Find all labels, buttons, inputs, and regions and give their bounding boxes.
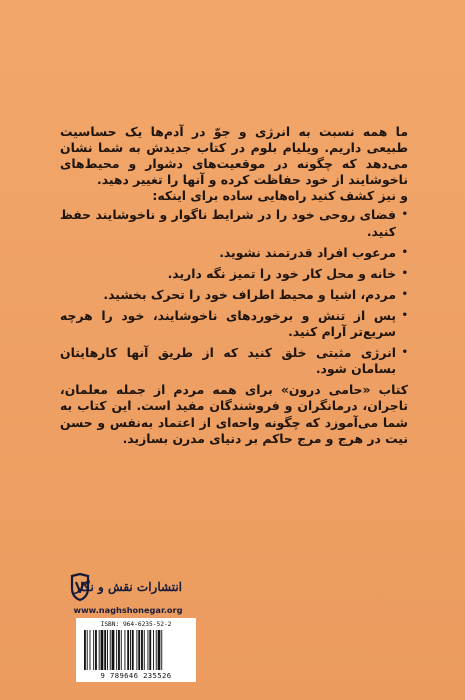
barcode-digits: 9 789646 235526 bbox=[100, 671, 172, 680]
publisher-website: www.naghshonegar.org bbox=[73, 605, 183, 615]
intro-paragraph: ما همه نسبت به انرژی و جوّ در آدم‌ها یک حساسیت طبیعی داریم. ویلیام بلوم در کتاب جدیدش به شما نشان می‌دهد که چگونه در موقعیت‌های دشوار و محیط‌های ناخوشایند از خود حفاظت کرده و آنها را تغییر دهید. bbox=[60, 124, 408, 188]
list-item: • مردم، اشیا و محیط اطراف خود را تحرک بخشید. bbox=[103, 286, 408, 302]
closing-paragraph: کتاب «حامی درون» برای همه مردم از جمله معلمان، تاجران، درمانگران و فروشندگان مفید است. این کتاب به شما می‌آموزد که چگونه واحه‌ای از اعتماد به‌نفس و حسن نیت در هرج و مرج حاکم بر دنیای مدرن بسازید. bbox=[60, 382, 408, 446]
list-lead: و نیز کشف کنید راه‌هایی ساده برای اینکه: bbox=[152, 188, 408, 204]
barcode bbox=[76, 618, 196, 682]
isbn-label: ISBN: 964-6235-52-2 bbox=[100, 621, 172, 628]
list-item: • مرعوب افراد قدرتمند نشوید. bbox=[219, 244, 408, 260]
bullet-icon: • bbox=[401, 288, 408, 300]
list-item: • پس از تنش و برخوردهای ناخوشایند، خود را هرچه سریع‌تر آرام کنید. bbox=[60, 307, 408, 340]
publisher-logo bbox=[68, 572, 186, 602]
barcode-bars bbox=[84, 630, 188, 670]
bullet-icon: • bbox=[401, 209, 408, 221]
list-item: • خانه و محل کار خود را تمیز نگه دارید. bbox=[167, 265, 408, 281]
bullet-icon: • bbox=[401, 309, 408, 321]
bullet-icon: • bbox=[401, 347, 408, 359]
benefits-list bbox=[60, 207, 408, 377]
list-item: • فضای روحی خود را در شرایط ناگوار و ناخوشایند حفظ کنید. bbox=[60, 207, 408, 239]
publisher-name: انتشارات نقش و نگار bbox=[74, 580, 182, 594]
blurb-text bbox=[60, 124, 408, 447]
list-item: • انرژی مثبتی خلق کنید که از طریق آنها کارهایتان بسامان شود. bbox=[60, 345, 408, 377]
bullet-icon: • bbox=[401, 267, 408, 279]
bullet-icon: • bbox=[401, 246, 408, 258]
